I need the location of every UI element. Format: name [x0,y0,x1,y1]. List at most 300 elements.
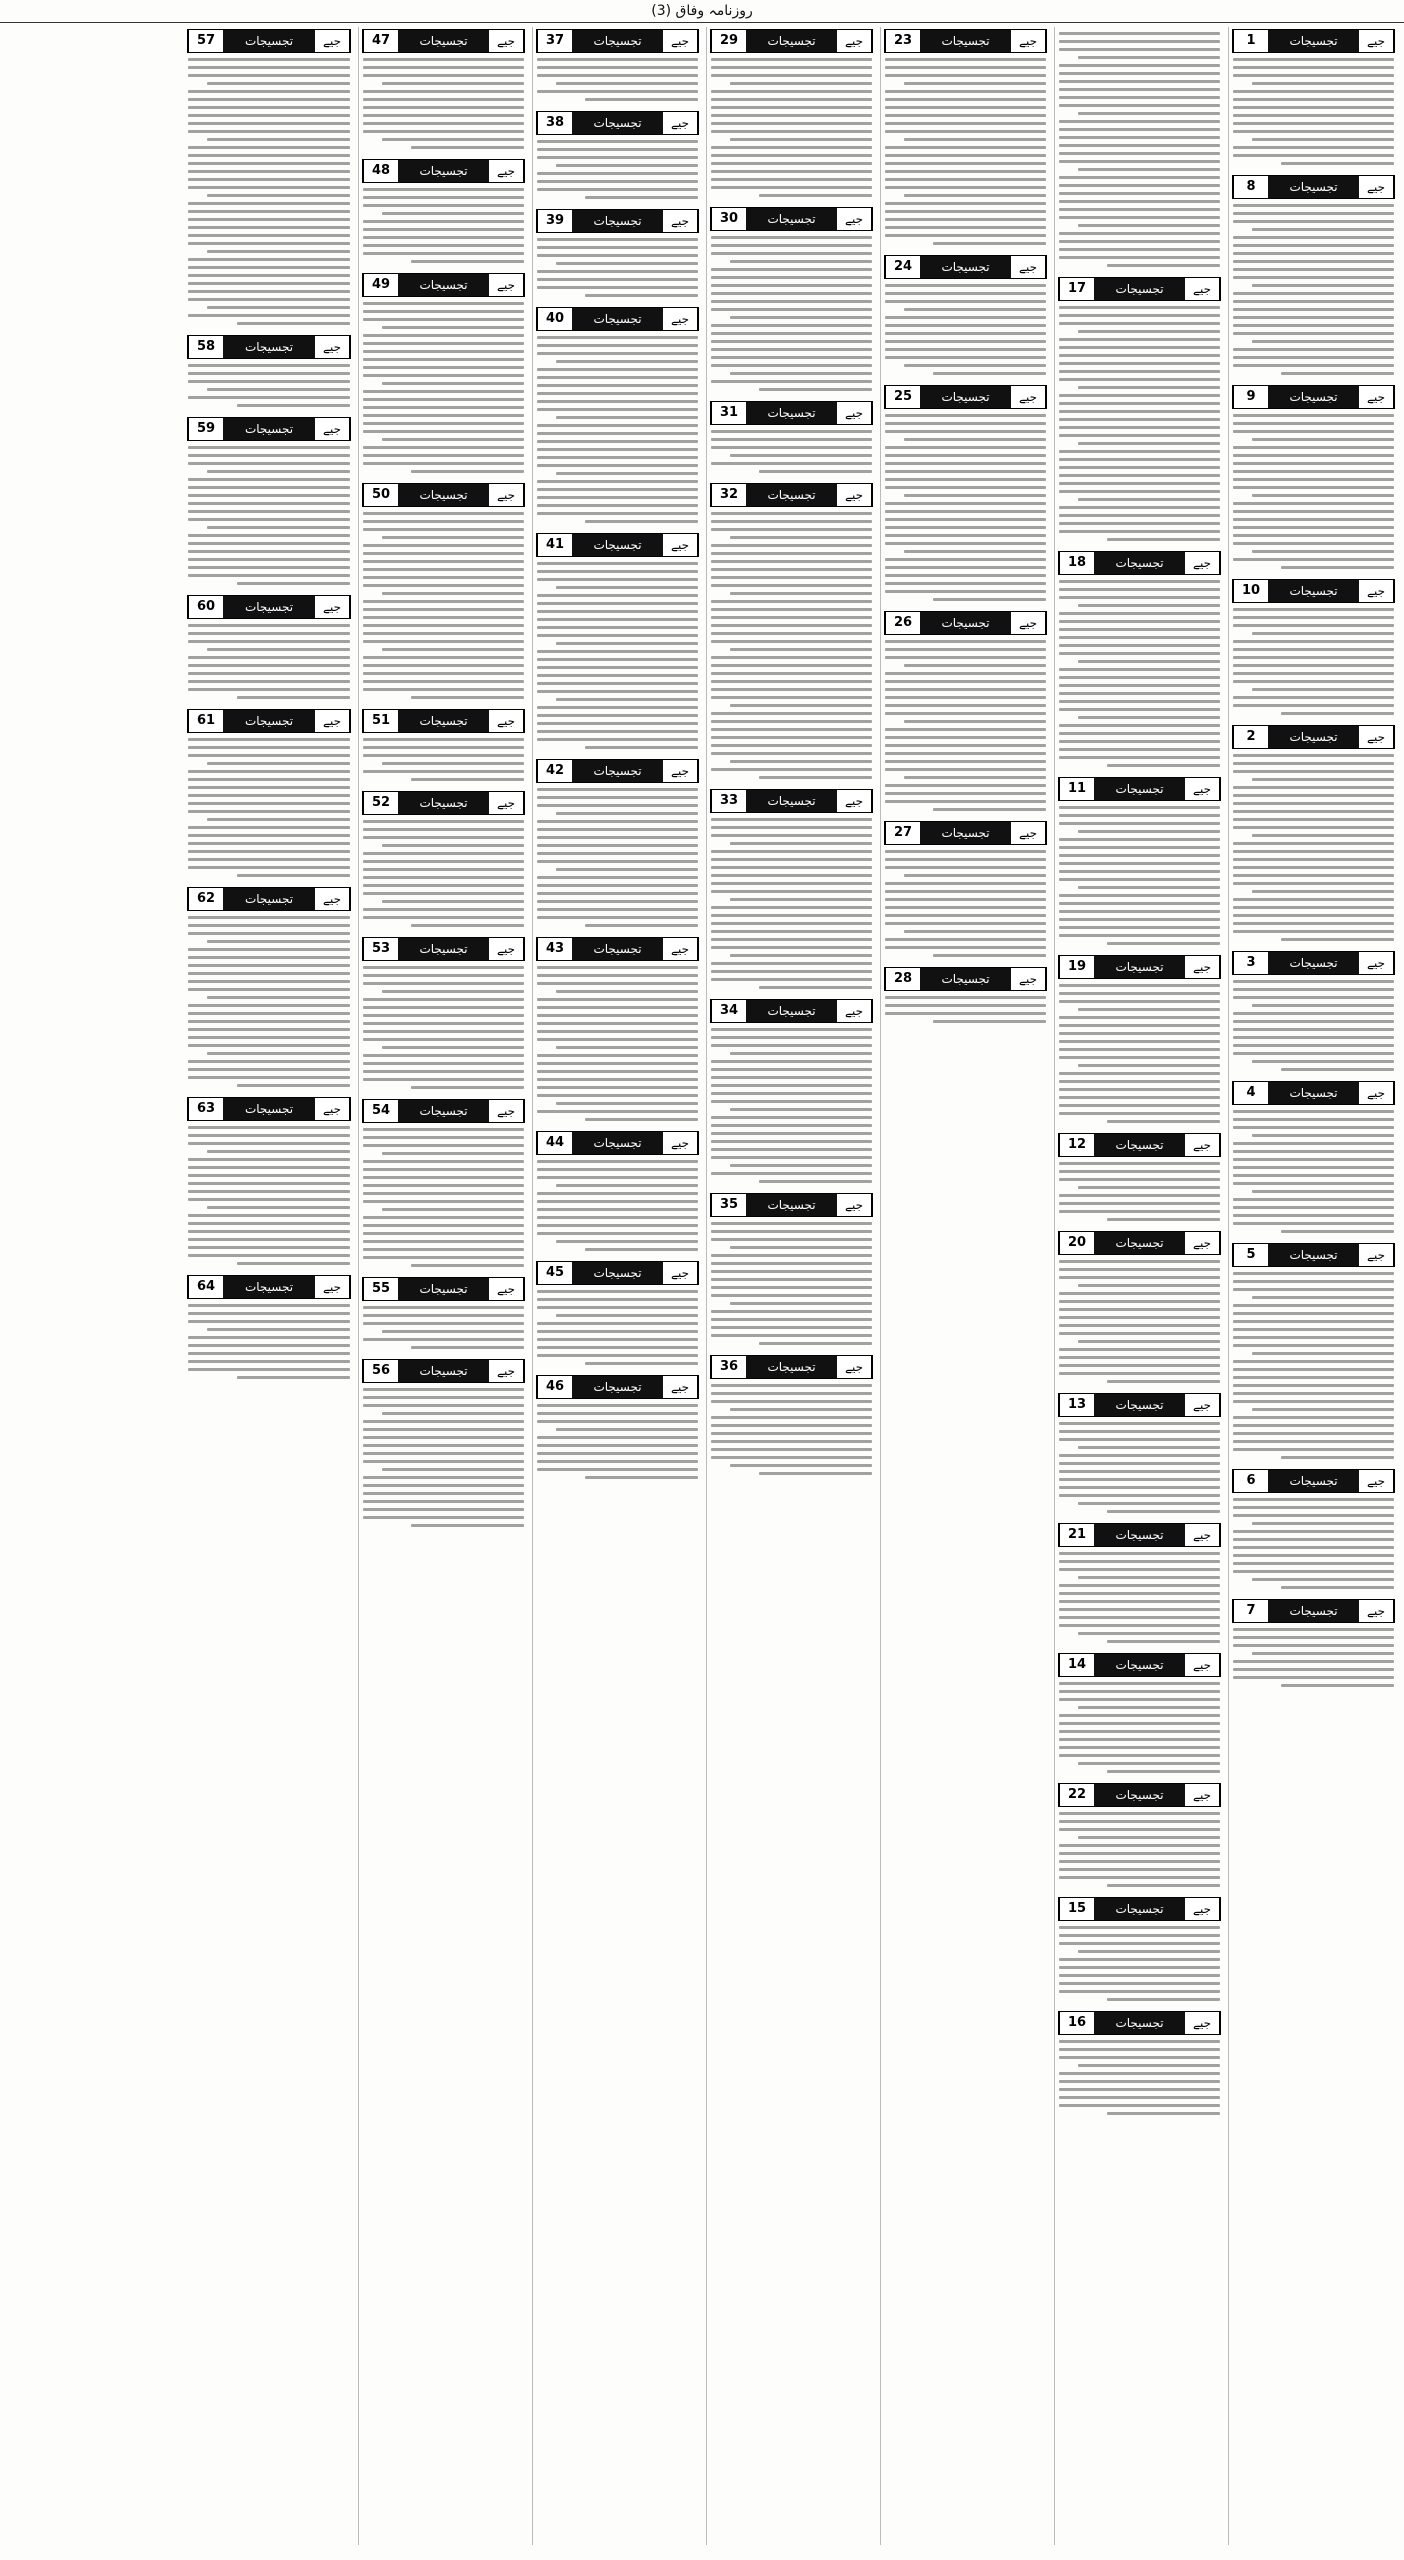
item-body-text [884,284,1047,375]
text-line [711,364,872,367]
text-line [188,282,350,285]
news-item [1232,27,1395,170]
side-tag: جیے [315,710,350,732]
text-line [1059,72,1220,75]
text-line [1233,802,1394,805]
item-number: 17 [1059,278,1094,300]
news-item [536,305,699,528]
text-line [537,828,698,831]
item-body-text [536,238,699,297]
news-item [1058,275,1221,546]
text-line [537,1078,698,1081]
text-line [885,914,1046,917]
text-line [363,422,524,425]
text-line [188,1068,350,1071]
text-line [1233,1546,1394,1549]
item-number: 49 [363,274,398,296]
text-line [537,488,698,491]
text-line [1233,430,1394,433]
text-line [885,502,1046,505]
item-number: 45 [537,1262,572,1284]
text-line [730,260,872,263]
text-line [1059,1024,1220,1027]
text-line [188,1214,350,1217]
item-header [710,29,873,53]
text-line [1059,2080,1220,2083]
text-line [1059,814,1220,817]
text-line [711,1140,872,1143]
side-tag: جیے [489,792,524,814]
item-number: 16 [1059,2012,1094,2034]
text-line [1078,1008,1220,1011]
text-line [1233,1150,1394,1153]
text-line [1059,1690,1220,1693]
section-label: تجسیجات [398,30,489,52]
text-line [537,148,698,151]
section-label: تجسیجات [920,256,1011,278]
text-line [1233,106,1394,109]
item-header [1058,1897,1221,1921]
text-line [382,1468,524,1471]
text-line [188,502,350,505]
text-line [188,242,350,245]
text-line [1059,724,1220,727]
item-body-text [187,738,351,877]
text-line [363,1428,524,1431]
text-line [556,360,698,363]
text-line [1252,1522,1394,1525]
text-line [363,342,524,345]
text-line [885,58,1046,61]
item-header [1058,1231,1221,1255]
text-line [1252,494,1394,497]
side-tag: جیے [489,1360,524,1382]
text-line [885,996,1046,999]
text-line [537,674,698,677]
text-line [363,310,524,313]
text-line [207,526,350,529]
text-line [1233,212,1394,215]
text-line [1233,1036,1394,1039]
text-line [363,624,524,627]
text-line [537,278,698,281]
text-line [537,1444,698,1447]
side-tag: جیے [315,888,350,910]
text-column [532,27,702,2545]
text-line [1059,522,1220,525]
text-line [188,680,350,683]
item-body-text [710,818,873,989]
text-line [759,776,872,779]
text-line [711,178,872,181]
text-line [537,1468,698,1471]
text-line [1059,596,1220,599]
text-line [1233,146,1394,149]
text-line [363,302,524,305]
item-body-text [1058,1812,1221,1887]
text-line [1233,762,1394,765]
text-line [537,876,698,879]
text-line [1059,216,1220,219]
item-body-text [187,58,351,325]
text-line [1059,160,1220,163]
text-line [363,1322,524,1325]
item-body-text [710,1384,873,1475]
text-line [711,1036,872,1039]
text-line [1059,506,1220,509]
text-line [1281,566,1394,569]
text-line [188,66,350,69]
text-line [188,298,350,301]
section-label: تجسیجات [398,1360,489,1382]
news-item [710,399,873,478]
text-line [885,1004,1046,1007]
item-header [1058,277,1221,301]
text-line [711,1028,872,1031]
section-label: تجسیجات [1268,30,1359,52]
text-line [1078,716,1220,719]
text-line [363,754,524,757]
text-line [556,1428,698,1431]
text-line [1233,1392,1394,1395]
side-tag: جیے [1185,278,1220,300]
text-line [1059,1820,1220,1823]
section-label: تجسیجات [1268,176,1359,198]
text-line [382,382,524,385]
item-number: 35 [711,1194,746,1216]
text-line [537,844,698,847]
text-line [1059,612,1220,615]
item-number: 52 [363,792,398,814]
text-line [188,688,350,691]
text-line [1078,498,1220,501]
item-header [187,595,351,619]
section-label: تجسیجات [1094,1134,1185,1156]
text-line [1107,1380,1220,1383]
text-line [1233,462,1394,465]
text-line [207,940,350,943]
news-item [710,481,873,784]
text-line [1059,482,1220,485]
item-number: 39 [537,210,572,232]
text-line [188,858,350,861]
text-line [188,1190,350,1193]
text-line [1233,74,1394,77]
text-line [537,352,698,355]
text-line [188,786,350,789]
text-line [885,300,1046,303]
text-line [711,1334,872,1337]
text-column [184,27,354,2545]
text-line [537,1030,698,1033]
text-line [885,784,1046,787]
text-line [1281,712,1394,715]
text-line [885,154,1046,157]
text-line [1233,906,1394,909]
text-line [1078,1340,1220,1343]
text-line [1107,942,1220,945]
news-item [1058,1895,1221,2006]
item-header [1232,1243,1395,1267]
text-line [188,672,350,675]
text-line [885,316,1046,319]
text-line [1233,122,1394,125]
text-line [730,82,872,85]
text-line [537,400,698,403]
text-line [1059,2040,1220,2043]
text-line [188,114,350,117]
side-tag: جیے [489,30,524,52]
text-line [188,656,350,659]
text-line [1233,1198,1394,1201]
text-line [585,1362,698,1365]
text-line [188,1198,350,1201]
text-line [711,752,872,755]
text-line [933,598,1046,601]
text-line [711,98,872,101]
text-line [711,512,872,515]
text-line [1233,446,1394,449]
item-body-text [536,788,699,927]
section-label: تجسیجات [1268,952,1359,974]
text-line [1059,96,1220,99]
item-number: 31 [711,402,746,424]
text-line [188,770,350,773]
text-line [363,1054,524,1057]
text-line [188,510,350,513]
text-line [363,1500,524,1503]
text-line [363,560,524,563]
text-line [1059,1608,1220,1611]
text-line [363,1062,524,1065]
item-number: 56 [363,1360,398,1382]
item-number: 21 [1059,1524,1094,1546]
text-line [933,1020,1046,1023]
text-line [711,74,872,77]
text-line [711,1440,872,1443]
text-line [1233,1206,1394,1209]
text-line [363,1232,524,1235]
text-line [1233,90,1394,93]
text-line [711,768,872,771]
text-line [1107,1510,1220,1513]
text-line [711,1068,872,1071]
news-item [1058,953,1221,1128]
text-line [711,1294,872,1297]
text-line [711,244,872,247]
text-line [885,946,1046,949]
text-line [363,868,524,871]
item-number: 15 [1059,1898,1094,1920]
text-line [711,1254,872,1257]
text-line [933,808,1046,811]
text-line [363,1030,524,1033]
text-line [1233,696,1394,699]
text-line [711,292,872,295]
text-line [1059,1600,1220,1603]
text-line [188,1254,350,1257]
item-body-text [1232,1272,1395,1459]
news-item [536,27,699,106]
text-line [363,656,524,659]
item-header [362,159,525,183]
text-line [1059,1072,1220,1075]
text-line [1059,822,1220,825]
text-line [188,972,350,975]
item-header [362,273,525,297]
news-item [710,997,873,1188]
text-line [363,106,524,109]
text-line [363,366,524,369]
side-tag: جیے [1359,580,1394,602]
item-header [187,1275,351,1299]
text-line [363,828,524,831]
item-number: 57 [188,30,223,52]
text-line [363,1192,524,1195]
item-number: 53 [363,938,398,960]
text-line [711,1400,872,1403]
text-line [363,74,524,77]
text-line [711,66,872,69]
text-line [1233,754,1394,757]
text-line [537,188,698,191]
text-line [711,300,872,303]
text-line [711,268,872,271]
text-line [537,368,698,371]
text-line [237,404,350,407]
text-line [711,906,872,909]
item-number: 13 [1059,1394,1094,1416]
text-line [730,138,872,141]
text-line [188,486,350,489]
text-line [363,350,524,353]
text-line [711,544,872,547]
text-line [1233,1432,1394,1435]
text-line [1233,1012,1394,1015]
side-tag: جیے [489,484,524,506]
text-line [537,626,698,629]
text-line [537,384,698,387]
text-line [711,608,872,611]
item-number: 12 [1059,1134,1094,1156]
text-line [537,1022,698,1025]
text-line [1233,624,1394,627]
text-line [1059,1372,1220,1375]
text-line [1059,1096,1220,1099]
text-line [188,866,350,869]
text-line [1233,1368,1394,1371]
item-header [187,417,351,441]
text-line [1059,314,1220,317]
text-line [1281,162,1394,165]
item-header [187,709,351,733]
text-line [363,1038,524,1041]
item-body-text [536,1404,699,1479]
side-tag: جیے [663,30,698,52]
text-line [1059,240,1220,243]
text-line [711,348,872,351]
item-body-text [1058,1926,1221,2001]
text-line [1252,1578,1394,1581]
item-number: 5 [1233,1244,1268,1266]
text-line [585,1248,698,1251]
text-line [1059,136,1220,139]
text-line [885,590,1046,593]
text-line [1233,810,1394,813]
text-line [363,1516,524,1519]
section-label: تجسیجات [398,274,489,296]
text-line [1059,870,1220,873]
text-line [1059,1478,1220,1481]
text-line [1233,1280,1394,1283]
text-line [188,372,350,375]
text-line [730,1164,872,1167]
item-number: 1 [1233,30,1268,52]
text-line [537,706,698,709]
news-item [1058,549,1221,772]
text-line [188,210,350,213]
text-line [556,868,698,871]
text-line [1233,882,1394,885]
section-label: تجسیجات [920,386,1011,408]
section-label: تجسیجات [398,710,489,732]
text-line [904,308,1046,311]
text-line [1233,486,1394,489]
page-masthead: روزنامہ وفاق (3) [0,0,1404,23]
side-tag: جیے [663,112,698,134]
item-header [884,29,1047,53]
item-number: 27 [885,822,920,844]
text-line [537,1404,698,1407]
text-line [1059,1170,1220,1173]
news-item [1232,723,1395,946]
text-line [1233,1028,1394,1031]
text-line [1233,680,1394,683]
item-body-text [1232,608,1395,715]
text-line [1059,1494,1220,1497]
text-line [207,82,350,85]
text-line [1059,120,1220,123]
text-line [537,594,698,597]
side-tag: جیے [663,210,698,232]
text-line [188,1312,350,1315]
news-item [362,707,525,786]
section-label: تجسیجات [1094,1784,1185,1806]
text-line [363,576,524,579]
text-line [1233,980,1394,983]
item-header [362,1277,525,1301]
text-line [1252,228,1394,231]
text-line [1059,466,1220,469]
text-line [885,478,1046,481]
text-line [207,138,350,141]
text-line [1059,2056,1220,2059]
text-line [188,90,350,93]
text-line [1233,1538,1394,1541]
text-line [363,66,524,69]
text-line [207,762,350,765]
text-line [1233,1628,1394,1631]
text-line [1059,2048,1220,2051]
text-line [1233,1676,1394,1679]
text-line [188,1076,350,1079]
text-line [1233,1554,1394,1557]
text-line [556,1184,698,1187]
news-item [362,789,525,932]
text-line [363,738,524,741]
text-line [537,254,698,257]
side-tag: جیے [1359,30,1394,52]
